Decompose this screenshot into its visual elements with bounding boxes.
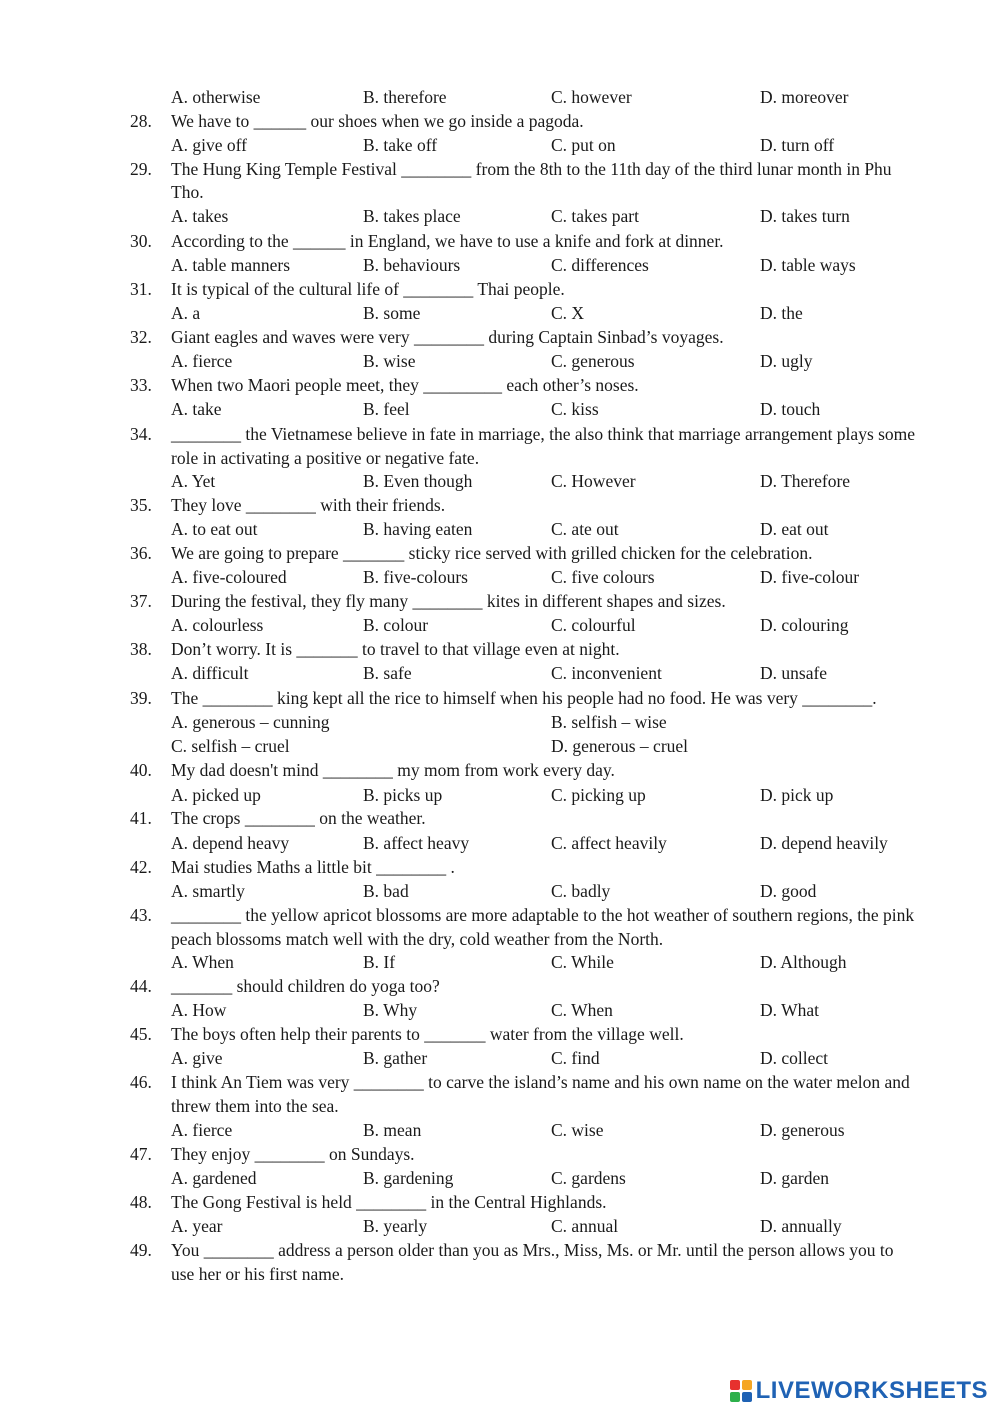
q43-row bbox=[0, 904, 1000, 926]
answer-option[interactable]: A. Yet bbox=[171, 471, 216, 491]
answer-option[interactable]: A. fierce bbox=[171, 351, 233, 371]
liveworksheets-logo-icon bbox=[730, 1380, 752, 1402]
q43-row bbox=[0, 928, 1000, 950]
answer-option[interactable]: B. Why bbox=[363, 1000, 418, 1020]
question-number: 49. bbox=[130, 1240, 152, 1260]
question-text: They enjoy ________ on Sundays. bbox=[171, 1144, 415, 1164]
q30-row bbox=[0, 254, 1000, 276]
answer-option[interactable]: C. ate out bbox=[551, 519, 619, 539]
question-text: _______ should children do yoga too? bbox=[171, 976, 440, 996]
answer-option[interactable]: A. year bbox=[171, 1216, 223, 1236]
answer-option[interactable]: A. to eat out bbox=[171, 519, 258, 539]
answer-option[interactable]: D. five-colour bbox=[760, 567, 860, 587]
question-number: 44. bbox=[130, 976, 152, 996]
question-text: When two Maori people meet, they _________ each other’s noses. bbox=[171, 375, 639, 395]
q42-row bbox=[0, 880, 1000, 902]
q34-row bbox=[0, 423, 1000, 445]
answer-option[interactable]: D. turn off bbox=[760, 135, 835, 155]
question-number: 37. bbox=[130, 591, 152, 611]
q46-row bbox=[0, 1071, 1000, 1093]
answer-option[interactable]: C. badly bbox=[551, 881, 611, 901]
question-number: 28. bbox=[130, 111, 152, 131]
q33-row bbox=[0, 398, 1000, 420]
q35-row bbox=[0, 518, 1000, 540]
answer-option[interactable]: B. feel bbox=[363, 399, 410, 419]
answer-option[interactable]: A. take bbox=[171, 399, 222, 419]
answer-option[interactable]: B. therefore bbox=[363, 87, 447, 107]
answer-option[interactable]: C. annual bbox=[551, 1216, 619, 1236]
question-number: 41. bbox=[130, 808, 152, 828]
question-number: 30. bbox=[130, 231, 152, 251]
answer-option[interactable]: B. bad bbox=[363, 881, 409, 901]
answer-option[interactable]: C. X bbox=[551, 303, 585, 323]
q49-row bbox=[0, 1263, 1000, 1285]
q32-row bbox=[0, 350, 1000, 372]
q29-row bbox=[0, 181, 1000, 203]
answer-option[interactable]: D. good bbox=[760, 881, 817, 901]
answer-option[interactable]: B. wise bbox=[363, 351, 416, 371]
answer-option[interactable]: C. generous bbox=[551, 351, 635, 371]
q30-row bbox=[0, 230, 1000, 252]
answer-option[interactable]: A. otherwise bbox=[171, 87, 261, 107]
answer-option[interactable]: A. How bbox=[171, 1000, 227, 1020]
answer-option[interactable]: A. When bbox=[171, 952, 234, 972]
q37-row bbox=[0, 590, 1000, 612]
q44-row bbox=[0, 975, 1000, 997]
q42-row bbox=[0, 856, 1000, 878]
question-text: The Gong Festival is held ________ in the Central Highlands. bbox=[171, 1192, 607, 1212]
question-text: I think An Tiem was very ________ to carve the island’s name and his own name on the water melon and bbox=[171, 1072, 910, 1092]
q32-row bbox=[0, 326, 1000, 348]
q43-row bbox=[0, 951, 1000, 973]
question-number: 29. bbox=[130, 159, 152, 179]
q39-row bbox=[0, 735, 1000, 757]
answer-option[interactable]: C. wise bbox=[551, 1120, 604, 1140]
question-number: 47. bbox=[130, 1144, 152, 1164]
answer-option[interactable]: B. Even though bbox=[363, 471, 473, 491]
q28-row bbox=[0, 110, 1000, 132]
answer-option[interactable]: C. takes part bbox=[551, 206, 639, 226]
answer-option[interactable]: D. Although bbox=[760, 952, 847, 972]
question-text: We are going to prepare _______ sticky rice served with grilled chicken for the celebration. bbox=[171, 543, 813, 563]
q49-row bbox=[0, 1239, 1000, 1261]
answer-option[interactable]: C. however bbox=[551, 87, 632, 107]
question-text: ________ the Vietnamese believe in fate in marriage, the also think that marriage arrangement plays some bbox=[171, 424, 916, 444]
question-text: Don’t worry. It is _______ to travel to that village even at night. bbox=[171, 639, 620, 659]
answer-option[interactable]: D. moreover bbox=[760, 87, 849, 107]
q36-row bbox=[0, 542, 1000, 564]
question-number: 34. bbox=[130, 424, 152, 444]
question-text: During the festival, they fly many ________ kites in different shapes and sizes. bbox=[171, 591, 726, 611]
answer-option[interactable]: B. gather bbox=[363, 1048, 428, 1068]
answer-option[interactable]: D. takes turn bbox=[760, 206, 850, 226]
answer-option[interactable]: D. What bbox=[760, 1000, 819, 1020]
q40-row bbox=[0, 759, 1000, 781]
question-number: 38. bbox=[130, 639, 152, 659]
answer-option[interactable]: B. takes place bbox=[363, 206, 461, 226]
question-number: 48. bbox=[130, 1192, 152, 1212]
question-text: They love ________ with their friends. bbox=[171, 495, 446, 515]
q31-row bbox=[0, 302, 1000, 324]
question-text: The ________ king kept all the rice to himself when his people had no food. He was very ________. bbox=[171, 688, 877, 708]
answer-option[interactable]: B. some bbox=[363, 303, 421, 323]
answer-option[interactable]: D. garden bbox=[760, 1168, 830, 1188]
question-text: The Hung King Temple Festival ________ from the 8th to the 11th day of the third lunar month in Phu bbox=[171, 159, 892, 179]
question-number: 35. bbox=[130, 495, 152, 515]
question-number: 33. bbox=[130, 375, 152, 395]
question-number: 45. bbox=[130, 1024, 152, 1044]
question-text: We have to ______ our shoes when we go inside a pagoda. bbox=[171, 111, 584, 131]
q31-row bbox=[0, 278, 1000, 300]
question-text: According to the ______ in England, we have to use a knife and fork at dinner. bbox=[171, 231, 724, 251]
answer-option[interactable]: B. yearly bbox=[363, 1216, 428, 1236]
answer-option[interactable]: B. colour bbox=[363, 615, 429, 635]
q27-row bbox=[0, 86, 1000, 108]
answer-option[interactable]: D. Therefore bbox=[760, 471, 851, 491]
question-text: My dad doesn't mind ________ my mom from work every day. bbox=[171, 760, 615, 780]
question-text: It is typical of the cultural life of ________ Thai people. bbox=[171, 279, 565, 299]
question-text: Mai studies Maths a little bit ________ . bbox=[171, 857, 455, 877]
question-text: Giant eagles and waves were very ________ during Captain Sinbad’s voyages. bbox=[171, 327, 724, 347]
answer-option[interactable]: C. While bbox=[551, 952, 614, 972]
q46-row bbox=[0, 1095, 1000, 1117]
q45-row bbox=[0, 1047, 1000, 1069]
q28-row bbox=[0, 134, 1000, 156]
answer-option[interactable]: B. safe bbox=[363, 663, 412, 683]
q47-row bbox=[0, 1143, 1000, 1165]
answer-option[interactable]: A. depend heavy bbox=[171, 833, 290, 853]
q33-row bbox=[0, 374, 1000, 396]
answer-option[interactable]: A. takes bbox=[171, 206, 229, 226]
question-number: 40. bbox=[130, 760, 152, 780]
answer-option[interactable]: C. affect heavily bbox=[551, 833, 667, 853]
liveworksheets-logo-text: LIVEWORKSHEETS bbox=[755, 1377, 988, 1404]
q34-row bbox=[0, 470, 1000, 492]
answer-option[interactable]: C. When bbox=[551, 1000, 613, 1020]
answer-option[interactable]: D. generous bbox=[760, 1120, 845, 1140]
question-text-continued: role in activating a positive or negative fate. bbox=[171, 448, 480, 468]
q39-row bbox=[0, 687, 1000, 709]
q46-row bbox=[0, 1119, 1000, 1141]
answer-option[interactable]: D. ugly bbox=[760, 351, 813, 371]
answer-option[interactable]: B. affect heavy bbox=[363, 833, 470, 853]
question-number: 39. bbox=[130, 688, 152, 708]
q40-row bbox=[0, 784, 1000, 806]
q29-row bbox=[0, 158, 1000, 180]
answer-option[interactable]: D. annually bbox=[760, 1216, 842, 1236]
q38-row bbox=[0, 638, 1000, 660]
question-text-continued: Tho. bbox=[171, 182, 204, 202]
answer-option[interactable]: D. colouring bbox=[760, 615, 849, 635]
q48-row bbox=[0, 1191, 1000, 1213]
answer-option[interactable]: A. fierce bbox=[171, 1120, 233, 1140]
question-number: 31. bbox=[130, 279, 152, 299]
q29-row bbox=[0, 205, 1000, 227]
answer-option[interactable]: D. table ways bbox=[760, 255, 856, 275]
q36-row bbox=[0, 566, 1000, 588]
q45-row bbox=[0, 1023, 1000, 1045]
question-number: 36. bbox=[130, 543, 152, 563]
q37-row bbox=[0, 614, 1000, 636]
answer-option[interactable]: B. picks up bbox=[363, 785, 443, 805]
answer-option[interactable]: C. picking up bbox=[551, 785, 646, 805]
answer-option[interactable]: B. behaviours bbox=[363, 255, 461, 275]
answer-option[interactable]: A. generous – cunning bbox=[171, 712, 330, 732]
question-number: 32. bbox=[130, 327, 152, 347]
answer-option[interactable]: D. pick up bbox=[760, 785, 834, 805]
q35-row bbox=[0, 494, 1000, 516]
answer-option[interactable]: A. gardened bbox=[171, 1168, 257, 1188]
answer-option[interactable]: C. inconvenient bbox=[551, 663, 662, 683]
q48-row bbox=[0, 1215, 1000, 1237]
q44-row bbox=[0, 999, 1000, 1021]
answer-option[interactable]: D. unsafe bbox=[760, 663, 828, 683]
answer-option[interactable]: D. touch bbox=[760, 399, 821, 419]
answer-option[interactable]: A. smartly bbox=[171, 881, 245, 901]
answer-option[interactable]: A. colourless bbox=[171, 615, 264, 635]
answer-option[interactable]: B. having eaten bbox=[363, 519, 473, 539]
q47-row bbox=[0, 1167, 1000, 1189]
answer-option[interactable]: D. depend heavily bbox=[760, 833, 888, 853]
answer-option[interactable]: B. take off bbox=[363, 135, 438, 155]
question-text-continued: use her or his first name. bbox=[171, 1264, 345, 1284]
answer-option[interactable]: A. give off bbox=[171, 135, 247, 155]
question-number: 42. bbox=[130, 857, 152, 877]
answer-option[interactable]: A. picked up bbox=[171, 785, 261, 805]
answer-option[interactable]: C. colourful bbox=[551, 615, 636, 635]
question-text: You ________ address a person older than you as Mrs., Miss, Ms. or Mr. until the person allows you to bbox=[171, 1240, 894, 1260]
answer-option[interactable]: C. differences bbox=[551, 255, 649, 275]
question-text-continued: peach blossoms match well with the dry, cold weather from the North. bbox=[171, 929, 664, 949]
answer-option[interactable]: D. the bbox=[760, 303, 803, 323]
q39-row bbox=[0, 711, 1000, 733]
question-text: The boys often help their parents to _______ water from the village well. bbox=[171, 1024, 684, 1044]
question-text: The crops ________ on the weather. bbox=[171, 808, 426, 828]
question-text: ________ the yellow apricot blossoms are more adaptable to the hot weather of southern regions, the pink bbox=[171, 905, 915, 925]
question-number: 46. bbox=[130, 1072, 152, 1092]
answer-option[interactable]: B. If bbox=[363, 952, 396, 972]
answer-option[interactable]: C. selfish – cruel bbox=[171, 736, 290, 756]
answer-option[interactable]: A. difficult bbox=[171, 663, 249, 683]
answer-option[interactable]: B. mean bbox=[363, 1120, 422, 1140]
answer-option[interactable]: C. gardens bbox=[551, 1168, 626, 1188]
answer-option[interactable]: B. selfish – wise bbox=[551, 712, 667, 732]
answer-option[interactable]: D. eat out bbox=[760, 519, 829, 539]
question-number: 43. bbox=[130, 905, 152, 925]
answer-option[interactable]: C. However bbox=[551, 471, 636, 491]
question-text-continued: threw them into the sea. bbox=[171, 1096, 339, 1116]
answer-option[interactable]: D. collect bbox=[760, 1048, 829, 1068]
liveworksheets-logo bbox=[730, 1376, 988, 1406]
answer-option[interactable]: C. put on bbox=[551, 135, 616, 155]
answer-option[interactable]: C. kiss bbox=[551, 399, 599, 419]
q41-row bbox=[0, 832, 1000, 854]
answer-option[interactable]: B. gardening bbox=[363, 1168, 454, 1188]
q34-row bbox=[0, 447, 1000, 469]
answer-option[interactable]: A. table manners bbox=[171, 255, 291, 275]
answer-option[interactable]: A. give bbox=[171, 1048, 223, 1068]
answer-option[interactable]: C. find bbox=[551, 1048, 600, 1068]
answer-option[interactable]: A. a bbox=[171, 303, 201, 323]
answer-option[interactable]: A. five-coloured bbox=[171, 567, 287, 587]
answer-option[interactable]: B. five-colours bbox=[363, 567, 468, 587]
answer-option[interactable]: D. generous – cruel bbox=[551, 736, 689, 756]
q41-row bbox=[0, 807, 1000, 829]
q38-row bbox=[0, 662, 1000, 684]
answer-option[interactable]: C. five colours bbox=[551, 567, 655, 587]
